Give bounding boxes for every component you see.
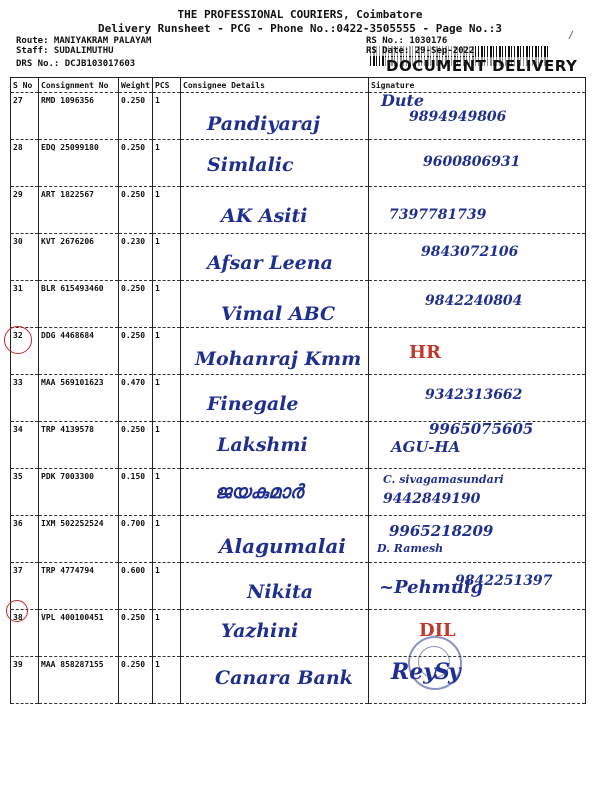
signature-cell	[369, 234, 586, 281]
consignee-handwriting: Finegale	[207, 393, 299, 415]
pcs-cell: 1	[153, 610, 181, 657]
signature-handwriting: AGU-HA	[391, 438, 461, 456]
rs-date: RS Date: 29-Sep-2022	[366, 46, 475, 56]
sno-cell: 31	[11, 281, 39, 328]
weight-cell: 0.250	[119, 657, 153, 704]
table-row	[11, 93, 586, 140]
pcs-cell: 1	[153, 187, 181, 234]
consignee-handwriting: AK Asiti	[221, 205, 308, 227]
consignee-cell	[181, 516, 369, 563]
signature-cell	[369, 187, 586, 234]
consignee-handwriting: Canara Bank	[215, 667, 353, 689]
phone-handwriting: 9965218209	[389, 522, 494, 540]
weight-cell: 0.150	[119, 469, 153, 516]
red-circle-mark	[6, 600, 28, 622]
table-row	[11, 328, 586, 375]
consignee-handwriting: Lakshmi	[217, 434, 308, 456]
sno-cell: 33	[11, 375, 39, 422]
sno-cell: 27	[11, 93, 39, 140]
col-weight: Weight	[119, 78, 153, 93]
table-row	[11, 234, 586, 281]
pcs-cell: 1	[153, 422, 181, 469]
table-row	[11, 422, 586, 469]
consignee-handwriting: Simlalic	[207, 154, 294, 176]
consignee-cell	[181, 140, 369, 187]
consignment-cell: MAA 858287155	[39, 657, 119, 704]
col-signature: Signature	[369, 78, 586, 93]
table-row	[11, 516, 586, 563]
rs-number: RS No.: 1030176	[366, 36, 448, 46]
weight-cell: 0.250	[119, 610, 153, 657]
consignment-cell: VPL 400100451	[39, 610, 119, 657]
consignment-cell: RMD 1096356	[39, 93, 119, 140]
pcs-cell: 1	[153, 657, 181, 704]
table-row	[11, 657, 586, 704]
pcs-cell: 1	[153, 140, 181, 187]
signature-cell	[369, 328, 586, 375]
route-label: Route: MANIYAKRAM PALAYAM	[16, 36, 152, 46]
weight-cell: 0.230	[119, 234, 153, 281]
col-sno: S No	[11, 78, 39, 93]
company-title: THE PROFESSIONAL COURIERS, Coimbatore	[177, 8, 423, 21]
consignee-cell	[181, 375, 369, 422]
signature-handwriting: ~Pehmulg	[379, 577, 484, 598]
sno-cell: 38	[11, 610, 39, 657]
table-row	[11, 375, 586, 422]
signature-handwriting: DIL	[419, 620, 456, 641]
sno-cell: 35	[11, 469, 39, 516]
table-row	[11, 187, 586, 234]
table-row	[11, 610, 586, 657]
consignee-cell	[181, 610, 369, 657]
pcs-cell: 1	[153, 281, 181, 328]
consignee-cell	[181, 234, 369, 281]
consignee-cell	[181, 187, 369, 234]
pcs-cell: 1	[153, 563, 181, 610]
consignee-cell	[181, 328, 369, 375]
signature-cell	[369, 140, 586, 187]
red-circle-mark	[4, 326, 32, 354]
pcs-cell: 1	[153, 516, 181, 563]
runsheet-table	[10, 77, 586, 704]
phone-handwriting: 9894949806	[409, 109, 507, 125]
signature-handwriting: D. Ramesh	[377, 542, 444, 555]
weight-cell: 0.250	[119, 328, 153, 375]
consignment-cell: TRP 4139578	[39, 422, 119, 469]
table-header-row	[11, 78, 586, 93]
phone-handwriting: 9965075605	[429, 420, 534, 438]
col-consignee: Consignee Details	[181, 78, 369, 93]
phone-handwriting: 9600806931	[423, 154, 521, 170]
consignee-handwriting: Pandiyaraj	[207, 113, 320, 135]
signature-cell	[369, 469, 586, 516]
table-row	[11, 140, 586, 187]
consignment-cell: MAA 569101623	[39, 375, 119, 422]
signature-cell	[369, 375, 586, 422]
consignment-cell: ART 1822567	[39, 187, 119, 234]
table-row	[11, 281, 586, 328]
col-pcs: PCS	[153, 78, 181, 93]
col-consignment: Consignment No	[39, 78, 119, 93]
consignee-cell	[181, 657, 369, 704]
signature-handwriting: ReySy	[391, 659, 459, 685]
drs-number: DRS No.: DCJB103017603	[16, 59, 136, 69]
sno-cell: 29	[11, 187, 39, 234]
pen-mark: /	[568, 30, 575, 41]
signature-handwriting: HR	[409, 342, 441, 363]
signature-handwriting: C. sivagamasundari	[383, 473, 504, 486]
signature-cell	[369, 516, 586, 563]
consignee-cell	[181, 281, 369, 328]
document-delivery-title: DOCUMENT DELIVERY	[386, 57, 578, 75]
consignment-cell: DDG 4468684	[39, 328, 119, 375]
sno-cell: 36	[11, 516, 39, 563]
phone-handwriting: 9842240804	[425, 293, 523, 309]
consignment-cell: IXM 502252524	[39, 516, 119, 563]
sno-cell: 34	[11, 422, 39, 469]
phone-handwriting: 9843072106	[421, 244, 519, 260]
signature-cell	[369, 563, 586, 610]
pcs-cell: 1	[153, 93, 181, 140]
consignment-cell: TRP 4774794	[39, 563, 119, 610]
phone-handwriting: 9842251397	[455, 573, 553, 589]
signature-cell	[369, 422, 586, 469]
sno-cell: 32	[11, 328, 39, 375]
phone-handwriting: 7397781739	[389, 207, 487, 223]
weight-cell: 0.700	[119, 516, 153, 563]
weight-cell: 0.250	[119, 187, 153, 234]
table-row	[11, 563, 586, 610]
phone-handwriting: 9342313662	[425, 387, 523, 403]
signature-cell	[369, 93, 586, 140]
consignment-cell: KVT 2676206	[39, 234, 119, 281]
weight-cell: 0.250	[119, 281, 153, 328]
weight-cell: 0.250	[119, 422, 153, 469]
consignee-handwriting: Vimal ABC	[221, 303, 336, 325]
sno-cell: 39	[11, 657, 39, 704]
consignment-cell: EDQ 25099180	[39, 140, 119, 187]
consignee-handwriting: Alagumalai	[219, 534, 346, 558]
signature-cell	[369, 281, 586, 328]
staff-label: Staff: SUDALIMUTHU	[16, 46, 114, 56]
consignee-handwriting: ജയകുമാർ	[215, 481, 304, 503]
consignee-handwriting: Mohanraj Kmm	[195, 348, 362, 370]
signature-cell	[369, 610, 586, 657]
pcs-cell: 1	[153, 234, 181, 281]
sno-cell: 28	[11, 140, 39, 187]
consignee-cell	[181, 563, 369, 610]
consignee-handwriting: Afsar Leena	[207, 252, 333, 274]
pcs-cell: 1	[153, 469, 181, 516]
signature-cell	[369, 657, 586, 704]
consignment-cell: PDK 7003300	[39, 469, 119, 516]
consignee-handwriting: Nikita	[247, 581, 314, 603]
runsheet-title: Delivery Runsheet - PCG - Phone No.:0422-3505555 - Page No.:3	[98, 22, 502, 35]
weight-cell: 0.250	[119, 140, 153, 187]
consignee-handwriting: Yazhini	[221, 620, 299, 642]
consignee-cell	[181, 469, 369, 516]
table-row	[11, 469, 586, 516]
weight-cell: 0.600	[119, 563, 153, 610]
consignee-cell	[181, 422, 369, 469]
pcs-cell: 1	[153, 375, 181, 422]
consignment-cell: BLR 615493460	[39, 281, 119, 328]
phone-handwriting: 9442849190	[383, 491, 481, 507]
consignee-cell	[181, 93, 369, 140]
signature-handwriting: Dute	[381, 91, 425, 110]
weight-cell: 0.250	[119, 93, 153, 140]
bank-stamp	[408, 636, 462, 690]
pcs-cell: 1	[153, 328, 181, 375]
sno-cell: 37	[11, 563, 39, 610]
weight-cell: 0.470	[119, 375, 153, 422]
sno-cell: 30	[11, 234, 39, 281]
